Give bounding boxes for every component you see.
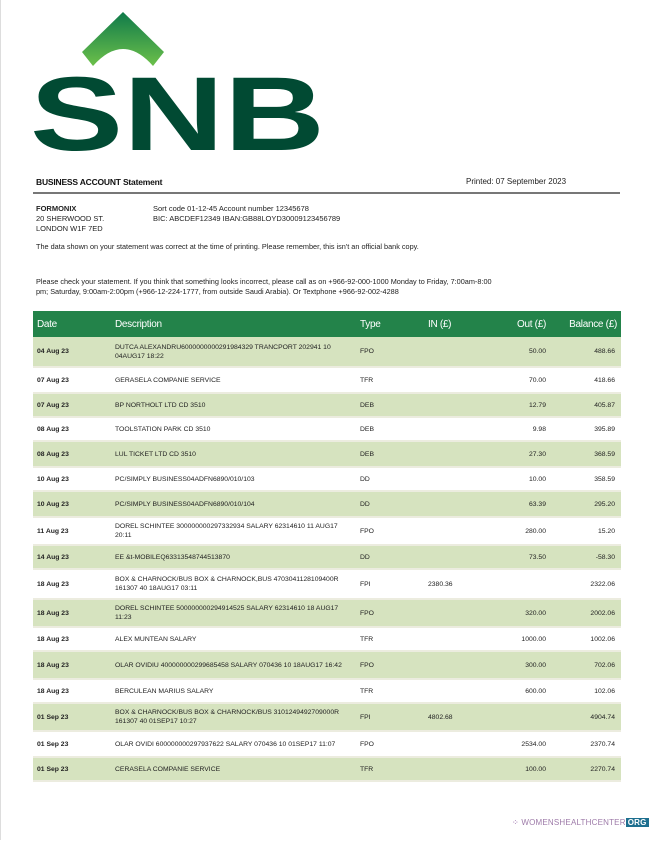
cell-desc: BERCULEAN MARIUS SALARY <box>111 679 356 703</box>
cell-type: FPI <box>356 703 424 731</box>
cell-in <box>424 393 482 417</box>
cell-desc: OLAR OVIDI 600000000297937622 SALARY 070436 10 01SEP17 11:07 <box>111 731 356 757</box>
cell-balance: 102.06 <box>550 679 621 703</box>
col-in: IN (£) <box>424 311 482 337</box>
cell-in <box>424 731 482 757</box>
svg-text:SNB: SNB <box>30 56 325 160</box>
cell-out <box>482 703 550 731</box>
watermark-org: ORG <box>627 818 647 827</box>
account-details <box>153 204 340 224</box>
table-header-row <box>33 311 621 337</box>
cell-in <box>424 627 482 651</box>
cell-desc: TOOLSTATION PARK CD 3510 <box>111 417 356 441</box>
cell-out: 50.00 <box>482 337 550 367</box>
cell-in <box>424 599 482 627</box>
table-row <box>33 569 621 599</box>
cell-type: FPO <box>356 517 424 545</box>
table-row <box>33 393 621 417</box>
cell-type: DD <box>356 491 424 517</box>
cell-desc: GERASELA COMPANIE SERVICE <box>111 367 356 393</box>
cell-out: 320.00 <box>482 599 550 627</box>
cell-date: 10 Aug 23 <box>33 467 111 491</box>
cell-out: 70.00 <box>482 367 550 393</box>
cell-date: 07 Aug 23 <box>33 393 111 417</box>
cell-out <box>482 569 550 599</box>
printed-date: Printed: 07 September 2023 <box>466 177 567 186</box>
cell-in <box>424 367 482 393</box>
cell-date: 01 Sep 23 <box>33 731 111 757</box>
cell-balance: 2270.74 <box>550 757 621 781</box>
cell-in <box>424 545 482 569</box>
cell-type: FPO <box>356 731 424 757</box>
cell-balance: -58.30 <box>550 545 621 569</box>
cell-desc: EE &t-MOBILEQ63313548744513870 <box>111 545 356 569</box>
dots-icon: ⁘ <box>512 818 519 827</box>
col-out: Out (£) <box>482 311 550 337</box>
cell-date: 07 Aug 23 <box>33 367 111 393</box>
cell-balance: 2002.06 <box>550 599 621 627</box>
cell-in <box>424 679 482 703</box>
cell-in <box>424 517 482 545</box>
cell-date: 18 Aug 23 <box>33 627 111 651</box>
cell-balance: 4904.74 <box>550 703 621 731</box>
cell-desc: BP NORTHOLT LTD CD 3510 <box>111 393 356 417</box>
cell-in <box>424 491 482 517</box>
table-row <box>33 441 621 467</box>
cell-date: 11 Aug 23 <box>33 517 111 545</box>
table-row <box>33 679 621 703</box>
cell-desc: BOX & CHARNOCK/BUS BOX & CHARNOCK,BUS 4703041128109400R 161307 40 18AUG17 03:11 <box>111 569 356 599</box>
cell-out: 1000.00 <box>482 627 550 651</box>
cell-type: TFR <box>356 757 424 781</box>
cell-type: DEB <box>356 417 424 441</box>
table-row <box>33 367 621 393</box>
cell-balance: 15.20 <box>550 517 621 545</box>
cell-balance: 395.89 <box>550 417 621 441</box>
cell-date: 14 Aug 23 <box>33 545 111 569</box>
cell-type: DD <box>356 545 424 569</box>
cell-out: 300.00 <box>482 651 550 679</box>
cell-desc: PC/SIMPLY BUSINESS04ADFN6890/010/104 <box>111 491 356 517</box>
cell-type: DEB <box>356 441 424 467</box>
cell-in <box>424 757 482 781</box>
cell-type: TFR <box>356 627 424 651</box>
cell-type: DEB <box>356 393 424 417</box>
cell-out: 27.30 <box>482 441 550 467</box>
cell-date: 04 Aug 23 <box>33 337 111 367</box>
cell-date: 08 Aug 23 <box>33 417 111 441</box>
cell-desc: PC/SIMPLY BUSINESS04ADFN6890/010/103 <box>111 467 356 491</box>
snb-logo <box>30 10 330 160</box>
col-balance: Balance (£) <box>550 311 621 337</box>
col-type: Type <box>356 311 424 337</box>
transactions-table <box>33 311 621 782</box>
header-divider <box>33 192 620 194</box>
table-row <box>33 731 621 757</box>
cell-in <box>424 417 482 441</box>
customer-name: FORMONIX <box>36 204 77 213</box>
cell-date: 10 Aug 23 <box>33 491 111 517</box>
cell-date: 08 Aug 23 <box>33 441 111 467</box>
table-row <box>33 651 621 679</box>
cell-date: 01 Sep 23 <box>33 703 111 731</box>
cell-desc: OLAR OVIDIU 400000000299685458 SALARY 070436 10 18AUG17 16:42 <box>111 651 356 679</box>
cell-out: 100.00 <box>482 757 550 781</box>
cell-balance: 2370.74 <box>550 731 621 757</box>
cell-balance: 418.66 <box>550 367 621 393</box>
cell-out: 12.79 <box>482 393 550 417</box>
table-row <box>33 545 621 569</box>
cell-out: 600.00 <box>482 679 550 703</box>
cell-balance: 1002.06 <box>550 627 621 651</box>
cell-desc: DUTCA ALEXANDRU6000000000291984329 TRANCPORT 202941 10 04AUG17 18:22 <box>111 337 356 367</box>
table-row <box>33 467 621 491</box>
statement-title-bold: BUSINESS ACCOUNT <box>36 177 121 187</box>
col-description: Description <box>111 311 356 337</box>
cell-out: 63.39 <box>482 491 550 517</box>
cell-in: 4802.68 <box>424 703 482 731</box>
watermark <box>512 818 649 827</box>
cell-balance: 2322.06 <box>550 569 621 599</box>
cell-date: 18 Aug 23 <box>33 679 111 703</box>
table-row <box>33 517 621 545</box>
cell-desc: CERASELA COMPANIE SERVICE <box>111 757 356 781</box>
cell-type: FPO <box>356 599 424 627</box>
cell-desc: ALEX MUNTEAN SALARY <box>111 627 356 651</box>
cell-type: FPI <box>356 569 424 599</box>
sort-code-account-number: Sort code 01-12-45 Account number 12345678 <box>153 204 309 213</box>
cell-type: TFR <box>356 367 424 393</box>
table-row <box>33 703 621 731</box>
cell-in <box>424 651 482 679</box>
cell-out: 280.00 <box>482 517 550 545</box>
cell-desc: DOREL SCHINTEE 300000000297332934 SALARY 62314610 11 AUG17 20:11 <box>111 517 356 545</box>
watermark-text: WOMENSHEALTHCENTER <box>521 818 626 827</box>
bic-iban: BIC: ABCDEF12349 IBAN:GB88LOYD30009123456789 <box>153 214 341 223</box>
cell-in: 2380.36 <box>424 569 482 599</box>
cell-date: 18 Aug 23 <box>33 599 111 627</box>
table-row <box>33 599 621 627</box>
table-row <box>33 627 621 651</box>
cell-type: TFR <box>356 679 424 703</box>
cell-out: 2534.00 <box>482 731 550 757</box>
address-line-1: 20 SHERWOOD ST. <box>36 214 105 223</box>
cell-in <box>424 467 482 491</box>
table-row <box>33 757 621 781</box>
cell-desc: DOREL SCHINTEE 500000000294914525 SALARY 62314610 18 AUG17 11:23 <box>111 599 356 627</box>
cell-balance: 405.87 <box>550 393 621 417</box>
cell-balance: 368.59 <box>550 441 621 467</box>
cell-in <box>424 441 482 467</box>
cell-balance: 488.66 <box>550 337 621 367</box>
cell-out: 9.98 <box>482 417 550 441</box>
table-row <box>33 417 621 441</box>
cell-balance: 702.06 <box>550 651 621 679</box>
cell-desc: BOX & CHARNOCK/BUS BOX & CHARNOCK/BUS 3101249492709000R 161307 40 01SEP17 10:27 <box>111 703 356 731</box>
col-date: Date <box>33 311 111 337</box>
accuracy-notice: The data shown on your statement was correct at the time of printing. Please remember, this isn't an official bank copy. <box>36 242 419 251</box>
table-row <box>33 337 621 367</box>
cell-date: 18 Aug 23 <box>33 651 111 679</box>
table-row <box>33 491 621 517</box>
cell-type: DD <box>356 467 424 491</box>
cell-balance: 295.20 <box>550 491 621 517</box>
cell-out: 10.00 <box>482 467 550 491</box>
address-line-2: LONDON W1F 7ED <box>36 224 103 233</box>
cell-type: FPO <box>356 337 424 367</box>
cell-date: 18 Aug 23 <box>33 569 111 599</box>
cell-type: FPO <box>356 651 424 679</box>
customer-address <box>36 204 104 234</box>
cell-date: 01 Sep 23 <box>33 757 111 781</box>
statement-title-rest: Statement <box>120 177 163 187</box>
cell-out: 73.50 <box>482 545 550 569</box>
check-statement-notice: Please check your statement. If you think that something looks incorrect, please call as on +966-92-000-1000 Monday to Friday, 7:00am-8:00 pm; Saturday, 9:00am-2:00pm (+966-12-224-1777, from outside Saudi Arabia). Or Textphone +966-92-002-4288 <box>36 277 492 296</box>
cell-balance: 358.59 <box>550 467 621 491</box>
cell-desc: LUL TICKET LTD CD 3510 <box>111 441 356 467</box>
cell-in <box>424 337 482 367</box>
statement-title <box>36 177 162 187</box>
